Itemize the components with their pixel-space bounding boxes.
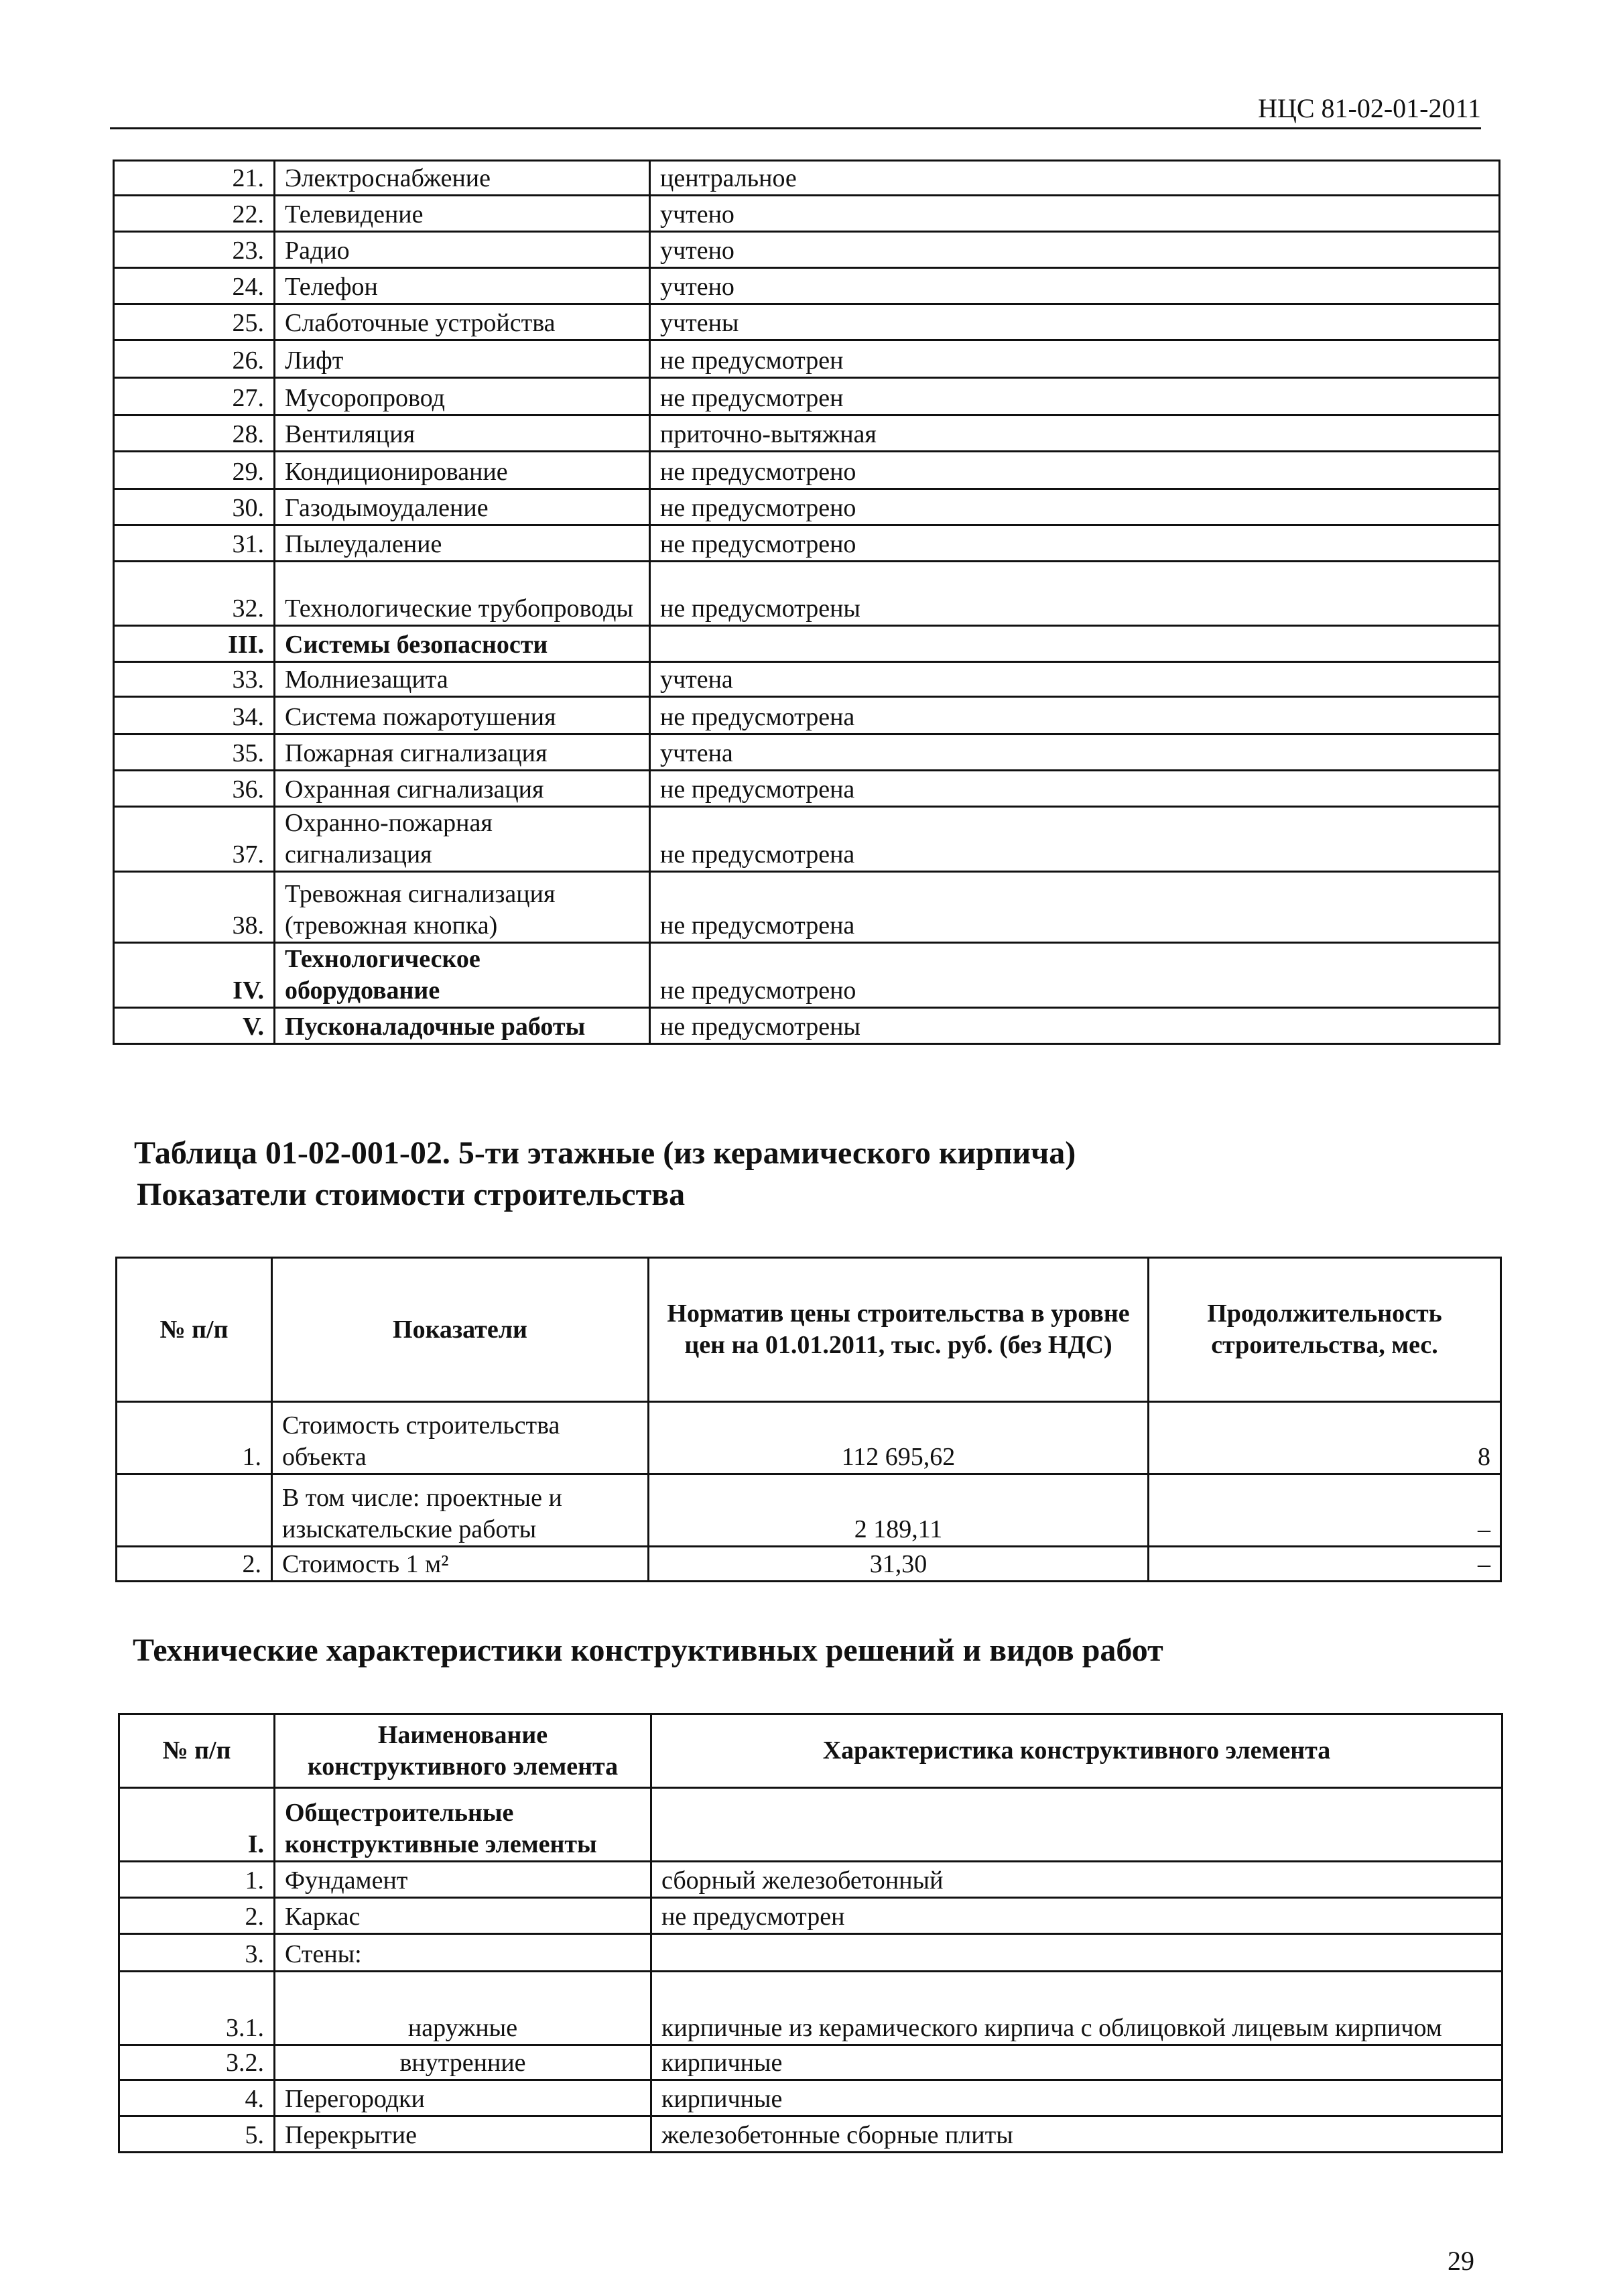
row-value: не предусмотрено: [650, 452, 1500, 489]
cost-header-name: Показатели: [272, 1258, 649, 1402]
cost-table: [115, 1257, 1502, 1582]
table-row: [117, 1547, 1501, 1582]
table-row: [114, 697, 1500, 735]
table-row: [114, 378, 1500, 416]
row-value: не предусмотрено: [650, 489, 1500, 525]
row-name: Газодымоудаление: [275, 489, 650, 525]
row-number: 21.: [114, 161, 275, 196]
row-name: Слаботочные устройства: [275, 304, 650, 340]
cost-duration: –: [1149, 1547, 1501, 1582]
row-value: [650, 626, 1500, 662]
element-number: 1.: [119, 1862, 275, 1898]
row-number: 30.: [114, 489, 275, 525]
row-name: Технологическое оборудование: [275, 943, 650, 1008]
row-number: 36.: [114, 771, 275, 807]
row-name: Пусконаладочные работы: [275, 1008, 650, 1044]
row-value: не предусмотрен: [650, 340, 1500, 378]
row-value: учтена: [650, 735, 1500, 771]
row-name: Электроснабжение: [275, 161, 650, 196]
cost-name: Стоимость строительства объекта: [272, 1402, 649, 1474]
row-value: учтено: [650, 196, 1500, 232]
table-row: [114, 340, 1500, 378]
row-number: 32.: [114, 562, 275, 626]
row-value: не предусмотрены: [650, 1008, 1500, 1044]
table-row: [114, 1008, 1500, 1044]
tech-header-value: Характеристика конструктивного элемента: [651, 1714, 1502, 1788]
row-number: 29.: [114, 452, 275, 489]
element-name: Фундамент: [275, 1862, 651, 1898]
row-name: Телевидение: [275, 196, 650, 232]
element-number: 5.: [119, 2116, 275, 2153]
element-number: 2.: [119, 1898, 275, 1934]
cost-price: 112 695,62: [649, 1402, 1149, 1474]
row-number: III.: [114, 626, 275, 662]
element-name: Стены:: [275, 1934, 651, 1972]
table-row: [114, 807, 1500, 872]
row-value: не предусмотрено: [650, 525, 1500, 562]
row-name: Телефон: [275, 268, 650, 304]
row-number: V.: [114, 1008, 275, 1044]
row-name: Тревожная сигнализация (тревожная кнопка): [275, 872, 650, 943]
table-row: [114, 771, 1500, 807]
table-row: [114, 735, 1500, 771]
systems-table: [113, 160, 1500, 1045]
row-name: Системы безопасности: [275, 626, 650, 662]
table-row: [114, 626, 1500, 662]
row-number: 23.: [114, 232, 275, 268]
element-name: Перегородки: [275, 2080, 651, 2116]
page-number: 29: [1448, 2246, 1474, 2276]
element-characteristic: кирпичные: [651, 2080, 1502, 2116]
cost-header-num: № п/п: [117, 1258, 272, 1402]
table-row: [114, 304, 1500, 340]
element-name: наружные: [275, 1972, 651, 2045]
row-value: учтена: [650, 662, 1500, 697]
cost-header-duration: Продолжительность строительства, мес.: [1149, 1258, 1501, 1402]
element-characteristic: кирпичные: [651, 2045, 1502, 2080]
row-name: Кондиционирование: [275, 452, 650, 489]
element-number: 3.1.: [119, 1972, 275, 2045]
tech-header-name: Наименование конструктивного элемента: [275, 1714, 651, 1788]
row-value: учтено: [650, 232, 1500, 268]
tech-table: [118, 1713, 1503, 2153]
row-number: IV.: [114, 943, 275, 1008]
row-value: учтено: [650, 268, 1500, 304]
row-number: 37.: [114, 807, 275, 872]
element-name: Общестроительные конструктивные элементы: [275, 1788, 651, 1862]
table-row: [114, 489, 1500, 525]
element-characteristic: не предусмотрен: [651, 1898, 1502, 1934]
row-value: приточно-вытяжная: [650, 416, 1500, 452]
row-value: не предусмотрен: [650, 378, 1500, 416]
row-number: 25.: [114, 304, 275, 340]
table-row: [119, 2116, 1502, 2153]
row-number: 27.: [114, 378, 275, 416]
header-rule: [110, 127, 1481, 129]
table-row: [114, 872, 1500, 943]
element-name: Перекрытие: [275, 2116, 651, 2153]
cost-name: Стоимость 1 м²: [272, 1547, 649, 1582]
document-code: НЦС 81-02-01-2011: [1258, 93, 1481, 123]
row-value: центральное: [650, 161, 1500, 196]
cost-price: 2 189,11: [649, 1474, 1149, 1547]
row-number: 34.: [114, 697, 275, 735]
element-characteristic: сборный железобетонный: [651, 1862, 1502, 1898]
cost-num: 1.: [117, 1402, 272, 1474]
table-row: [114, 161, 1500, 196]
row-number: 26.: [114, 340, 275, 378]
cost-num: [117, 1474, 272, 1547]
tech-header-num: № п/п: [119, 1714, 275, 1788]
table-row: [114, 232, 1500, 268]
element-characteristic: железобетонные сборные плиты: [651, 2116, 1502, 2153]
row-name: Лифт: [275, 340, 650, 378]
element-name: Каркас: [275, 1898, 651, 1934]
row-value: не предусмотрена: [650, 771, 1500, 807]
element-number: I.: [119, 1788, 275, 1862]
table-row: [117, 1402, 1501, 1474]
row-value: не предусмотрена: [650, 872, 1500, 943]
row-number: 28.: [114, 416, 275, 452]
table-row: [119, 1972, 1502, 2045]
cost-table-subtitle: Показатели стоимости строительства: [137, 1177, 686, 1212]
table-row: [114, 525, 1500, 562]
element-characteristic: [651, 1934, 1502, 1972]
row-name: Молниезащита: [275, 662, 650, 697]
element-characteristic: [651, 1788, 1502, 1862]
table-row: [119, 2045, 1502, 2080]
cost-table-title: Таблица 01-02-001-02. 5-ти этажные (из керамического кирпича): [134, 1135, 1076, 1171]
row-number: 33.: [114, 662, 275, 697]
element-number: 4.: [119, 2080, 275, 2116]
row-name: Радио: [275, 232, 650, 268]
table-row: [117, 1474, 1501, 1547]
row-number: 31.: [114, 525, 275, 562]
cost-header-price: Норматив цены строительства в уровне цен на 01.01.2011, тыс. руб. (без НДС): [649, 1258, 1149, 1402]
table-row: [114, 562, 1500, 626]
row-name: Система пожаротушения: [275, 697, 650, 735]
row-value: не предусмотрена: [650, 807, 1500, 872]
row-name: Охранно-пожарная сигнализация: [275, 807, 650, 872]
row-name: Мусоропровод: [275, 378, 650, 416]
cost-price: 31,30: [649, 1547, 1149, 1582]
tech-title: Технические характеристики конструктивных решений и видов работ: [133, 1633, 1163, 1668]
row-name: Пылеудаление: [275, 525, 650, 562]
row-name: Вентиляция: [275, 416, 650, 452]
table-row: [114, 452, 1500, 489]
row-name: Охранная сигнализация: [275, 771, 650, 807]
row-value: не предусмотрены: [650, 562, 1500, 626]
table-row: [119, 1862, 1502, 1898]
table-row: [119, 1898, 1502, 1934]
cost-num: 2.: [117, 1547, 272, 1582]
element-characteristic: кирпичные из керамического кирпича с облицовкой лицевым кирпичом: [651, 1972, 1502, 2045]
table-row: [114, 943, 1500, 1008]
row-value: не предусмотрена: [650, 697, 1500, 735]
row-number: 22.: [114, 196, 275, 232]
row-value: учтены: [650, 304, 1500, 340]
cost-duration: 8: [1149, 1402, 1501, 1474]
table-row: [114, 416, 1500, 452]
element-number: 3.2.: [119, 2045, 275, 2080]
cost-name: В том числе: проектные и изыскательские работы: [272, 1474, 649, 1547]
row-value: не предусмотрено: [650, 943, 1500, 1008]
table-row: [119, 1788, 1502, 1862]
row-number: 24.: [114, 268, 275, 304]
table-row: [114, 662, 1500, 697]
row-number: 38.: [114, 872, 275, 943]
table-row: [119, 2080, 1502, 2116]
element-name: внутренние: [275, 2045, 651, 2080]
table-row: [119, 1934, 1502, 1972]
row-name: Технологические трубопроводы: [275, 562, 650, 626]
table-row: [114, 268, 1500, 304]
cost-duration: –: [1149, 1474, 1501, 1547]
row-number: 35.: [114, 735, 275, 771]
table-row: [114, 196, 1500, 232]
element-number: 3.: [119, 1934, 275, 1972]
row-name: Пожарная сигнализация: [275, 735, 650, 771]
